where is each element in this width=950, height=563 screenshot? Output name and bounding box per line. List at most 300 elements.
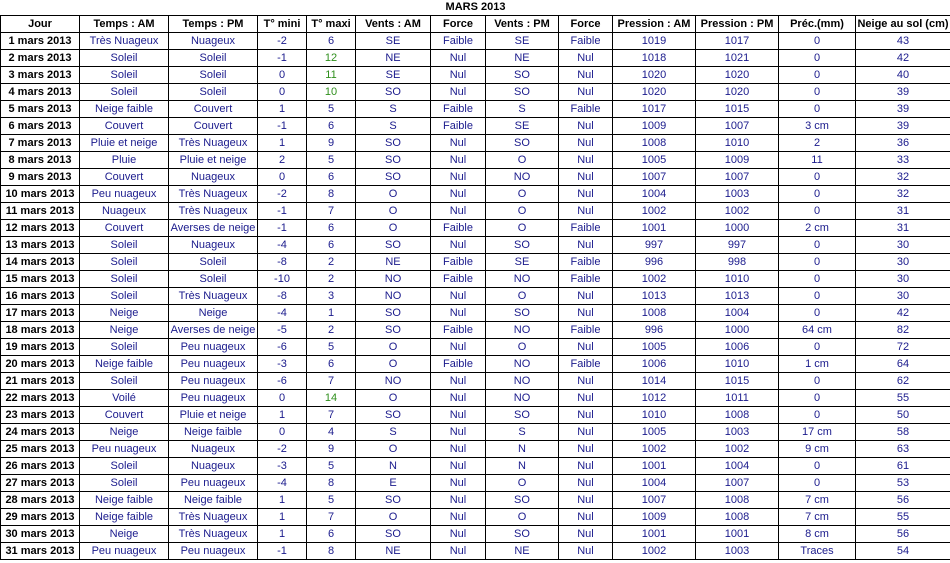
cell-tmax: 6 [307, 118, 356, 135]
cell-temps-pm: Très Nuageux [169, 135, 258, 152]
cell-tmax: 5 [307, 101, 356, 118]
cell-vent-pm: O [486, 186, 559, 203]
cell-p-pm: 1008 [696, 509, 779, 526]
cell-vent-pm: NO [486, 356, 559, 373]
cell-temps-am: Neige [80, 322, 169, 339]
cell-p-pm: 1007 [696, 169, 779, 186]
cell-neige: 39 [856, 101, 950, 118]
cell-p-am: 1002 [613, 271, 696, 288]
cell-jour: 25 mars 2013 [1, 441, 80, 458]
cell-temps-pm: Peu nuageux [169, 356, 258, 373]
cell-temps-pm: Nuageux [169, 237, 258, 254]
cell-temps-am: Nuageux [80, 203, 169, 220]
cell-jour: 24 mars 2013 [1, 424, 80, 441]
cell-tmax: 6 [307, 356, 356, 373]
cell-force-pm: Nul [559, 407, 613, 424]
cell-force-am: Faible [431, 322, 486, 339]
table-row [1, 169, 950, 186]
table-row [1, 509, 950, 526]
cell-temps-am: Soleil [80, 475, 169, 492]
cell-p-pm: 1020 [696, 67, 779, 84]
cell-p-pm: 1010 [696, 271, 779, 288]
cell-vent-am: NO [356, 373, 431, 390]
table-row [1, 322, 950, 339]
cell-p-pm: 1013 [696, 288, 779, 305]
table-row [1, 305, 950, 322]
cell-tmin: -3 [258, 458, 307, 475]
cell-temps-pm: Averses de neige [169, 322, 258, 339]
cell-tmax: 12 [307, 50, 356, 67]
cell-tmin: -2 [258, 441, 307, 458]
cell-temps-am: Neige faible [80, 509, 169, 526]
cell-force-pm: Nul [559, 509, 613, 526]
cell-force-am: Nul [431, 67, 486, 84]
cell-force-am: Nul [431, 390, 486, 407]
cell-vent-am: S [356, 101, 431, 118]
cell-tmax: 6 [307, 33, 356, 50]
cell-temps-pm: Soleil [169, 67, 258, 84]
cell-tmax: 5 [307, 492, 356, 509]
cell-temps-am: Voilé [80, 390, 169, 407]
col-jour-header: Jour [1, 16, 80, 33]
cell-force-pm: Nul [559, 135, 613, 152]
cell-vent-am: NE [356, 254, 431, 271]
cell-vent-pm: SE [486, 33, 559, 50]
cell-prec: 0 [779, 390, 856, 407]
cell-temps-pm: Couvert [169, 101, 258, 118]
cell-temps-pm: Nuageux [169, 33, 258, 50]
cell-tmax: 14 [307, 390, 356, 407]
cell-jour: 10 mars 2013 [1, 186, 80, 203]
cell-tmax: 2 [307, 254, 356, 271]
cell-tmax: 8 [307, 475, 356, 492]
cell-vent-am: O [356, 220, 431, 237]
cell-neige: 58 [856, 424, 950, 441]
col-neige-header: Neige au sol (cm) [856, 16, 950, 33]
cell-force-am: Faible [431, 356, 486, 373]
table-row [1, 67, 950, 84]
cell-p-am: 1008 [613, 305, 696, 322]
cell-force-pm: Nul [559, 84, 613, 101]
cell-vent-pm: SO [486, 84, 559, 101]
cell-p-am: 1010 [613, 407, 696, 424]
cell-prec: 0 [779, 271, 856, 288]
cell-prec: 0 [779, 237, 856, 254]
cell-tmax: 2 [307, 322, 356, 339]
cell-force-am: Faible [431, 271, 486, 288]
cell-jour: 30 mars 2013 [1, 526, 80, 543]
table-row [1, 492, 950, 509]
cell-force-pm: Faible [559, 220, 613, 237]
cell-tmin: -2 [258, 186, 307, 203]
cell-vent-pm: SO [486, 237, 559, 254]
cell-vent-pm: NO [486, 390, 559, 407]
cell-tmin: 1 [258, 509, 307, 526]
cell-p-pm: 1020 [696, 84, 779, 101]
table-row [1, 356, 950, 373]
cell-tmax: 11 [307, 67, 356, 84]
cell-vent-pm: NO [486, 373, 559, 390]
cell-force-pm: Nul [559, 458, 613, 475]
cell-force-am: Nul [431, 288, 486, 305]
cell-p-pm: 1003 [696, 543, 779, 560]
cell-prec: 3 cm [779, 118, 856, 135]
cell-tmax: 7 [307, 373, 356, 390]
cell-vent-am: NO [356, 288, 431, 305]
cell-force-pm: Nul [559, 475, 613, 492]
col-pression-am-header: Pression : AM [613, 16, 696, 33]
cell-temps-am: Neige [80, 424, 169, 441]
cell-neige: 39 [856, 118, 950, 135]
cell-vent-pm: NO [486, 271, 559, 288]
cell-tmin: -4 [258, 475, 307, 492]
cell-prec: 11 [779, 152, 856, 169]
cell-tmin: -8 [258, 254, 307, 271]
cell-prec: 1 cm [779, 356, 856, 373]
cell-force-pm: Nul [559, 118, 613, 135]
table-row [1, 203, 950, 220]
cell-temps-am: Couvert [80, 118, 169, 135]
cell-force-am: Nul [431, 237, 486, 254]
cell-temps-am: Peu nuageux [80, 441, 169, 458]
cell-force-pm: Nul [559, 339, 613, 356]
cell-vent-pm: SO [486, 305, 559, 322]
cell-jour: 22 mars 2013 [1, 390, 80, 407]
cell-tmin: -8 [258, 288, 307, 305]
cell-force-am: Nul [431, 475, 486, 492]
cell-prec: 0 [779, 169, 856, 186]
cell-p-pm: 1015 [696, 373, 779, 390]
cell-temps-pm: Nuageux [169, 458, 258, 475]
cell-p-am: 1002 [613, 441, 696, 458]
cell-vent-pm: NO [486, 322, 559, 339]
cell-jour: 20 mars 2013 [1, 356, 80, 373]
cell-force-am: Nul [431, 339, 486, 356]
table-row [1, 135, 950, 152]
cell-tmax: 7 [307, 509, 356, 526]
cell-tmin: -3 [258, 356, 307, 373]
cell-vent-pm: SO [486, 407, 559, 424]
cell-prec: 0 [779, 50, 856, 67]
table-row [1, 84, 950, 101]
cell-p-pm: 1003 [696, 424, 779, 441]
col-vent-pm-header: Vents : PM [486, 16, 559, 33]
cell-p-am: 1008 [613, 135, 696, 152]
col-force-am-header: Force [431, 16, 486, 33]
cell-vent-am: O [356, 203, 431, 220]
cell-neige: 30 [856, 288, 950, 305]
cell-temps-am: Soleil [80, 458, 169, 475]
cell-force-pm: Nul [559, 526, 613, 543]
cell-temps-am: Soleil [80, 67, 169, 84]
cell-vent-am: O [356, 186, 431, 203]
cell-prec: 0 [779, 67, 856, 84]
cell-temps-am: Peu nuageux [80, 543, 169, 560]
cell-force-pm: Nul [559, 203, 613, 220]
cell-vent-am: SO [356, 322, 431, 339]
cell-temps-am: Neige faible [80, 356, 169, 373]
cell-tmin: -6 [258, 339, 307, 356]
cell-jour: 6 mars 2013 [1, 118, 80, 135]
cell-vent-pm: SO [486, 492, 559, 509]
cell-tmin: 1 [258, 101, 307, 118]
cell-force-am: Nul [431, 203, 486, 220]
cell-jour: 7 mars 2013 [1, 135, 80, 152]
cell-p-pm: 1017 [696, 33, 779, 50]
cell-tmax: 8 [307, 186, 356, 203]
cell-neige: 56 [856, 492, 950, 509]
cell-jour: 16 mars 2013 [1, 288, 80, 305]
cell-force-am: Faible [431, 254, 486, 271]
table-row [1, 186, 950, 203]
cell-force-am: Nul [431, 526, 486, 543]
cell-jour: 21 mars 2013 [1, 373, 80, 390]
cell-jour: 12 mars 2013 [1, 220, 80, 237]
cell-prec: 2 [779, 135, 856, 152]
cell-vent-pm: O [486, 288, 559, 305]
cell-p-pm: 1000 [696, 220, 779, 237]
table-row [1, 424, 950, 441]
cell-vent-am: S [356, 118, 431, 135]
cell-vent-am: O [356, 441, 431, 458]
cell-temps-am: Peu nuageux [80, 186, 169, 203]
cell-p-am: 1001 [613, 458, 696, 475]
cell-force-am: Faible [431, 101, 486, 118]
cell-p-am: 1020 [613, 84, 696, 101]
cell-vent-pm: NE [486, 543, 559, 560]
cell-temps-pm: Neige faible [169, 492, 258, 509]
cell-tmin: -2 [258, 33, 307, 50]
cell-jour: 11 mars 2013 [1, 203, 80, 220]
cell-vent-pm: O [486, 475, 559, 492]
cell-p-pm: 1000 [696, 322, 779, 339]
cell-temps-am: Neige faible [80, 101, 169, 118]
cell-tmin: 0 [258, 67, 307, 84]
cell-force-am: Nul [431, 50, 486, 67]
cell-neige: 56 [856, 526, 950, 543]
table-row [1, 543, 950, 560]
cell-jour: 19 mars 2013 [1, 339, 80, 356]
cell-vent-am: NE [356, 543, 431, 560]
cell-p-am: 996 [613, 322, 696, 339]
cell-tmin: -4 [258, 305, 307, 322]
cell-p-pm: 1007 [696, 118, 779, 135]
cell-temps-am: Pluie et neige [80, 135, 169, 152]
cell-temps-pm: Couvert [169, 118, 258, 135]
cell-vent-am: NE [356, 50, 431, 67]
cell-jour: 29 mars 2013 [1, 509, 80, 526]
cell-force-pm: Faible [559, 101, 613, 118]
cell-force-am: Faible [431, 220, 486, 237]
cell-neige: 36 [856, 135, 950, 152]
cell-vent-pm: N [486, 441, 559, 458]
col-force-pm-header: Force [559, 16, 613, 33]
cell-force-pm: Nul [559, 237, 613, 254]
cell-tmax: 5 [307, 458, 356, 475]
cell-p-pm: 1008 [696, 407, 779, 424]
cell-tmin: -1 [258, 543, 307, 560]
cell-p-pm: 1011 [696, 390, 779, 407]
cell-temps-am: Soleil [80, 373, 169, 390]
cell-force-am: Nul [431, 424, 486, 441]
cell-vent-pm: O [486, 339, 559, 356]
cell-vent-am: SE [356, 67, 431, 84]
cell-prec: 7 cm [779, 492, 856, 509]
cell-prec: 0 [779, 101, 856, 118]
cell-jour: 9 mars 2013 [1, 169, 80, 186]
cell-p-pm: 1002 [696, 441, 779, 458]
cell-temps-pm: Peu nuageux [169, 543, 258, 560]
cell-tmin: 2 [258, 152, 307, 169]
cell-tmin: -4 [258, 237, 307, 254]
cell-jour: 2 mars 2013 [1, 50, 80, 67]
cell-force-pm: Nul [559, 305, 613, 322]
cell-tmin: -1 [258, 203, 307, 220]
cell-vent-am: SO [356, 305, 431, 322]
col-vent-am-header: Vents : AM [356, 16, 431, 33]
cell-neige: 32 [856, 169, 950, 186]
cell-tmax: 3 [307, 288, 356, 305]
table-row [1, 475, 950, 492]
cell-p-am: 1014 [613, 373, 696, 390]
cell-vent-am: SE [356, 33, 431, 50]
cell-tmax: 10 [307, 84, 356, 101]
cell-temps-pm: Très Nuageux [169, 526, 258, 543]
cell-p-am: 1002 [613, 203, 696, 220]
cell-vent-pm: SE [486, 118, 559, 135]
cell-temps-pm: Peu nuageux [169, 373, 258, 390]
cell-temps-pm: Peu nuageux [169, 390, 258, 407]
cell-vent-am: O [356, 339, 431, 356]
cell-tmax: 5 [307, 339, 356, 356]
cell-neige: 30 [856, 254, 950, 271]
cell-p-am: 1005 [613, 424, 696, 441]
cell-force-pm: Nul [559, 424, 613, 441]
page-title: MARS 2013 [1, 0, 950, 16]
cell-force-pm: Nul [559, 50, 613, 67]
cell-temps-am: Soleil [80, 84, 169, 101]
cell-temps-pm: Neige faible [169, 424, 258, 441]
cell-neige: 39 [856, 84, 950, 101]
cell-force-am: Nul [431, 152, 486, 169]
cell-neige: 62 [856, 373, 950, 390]
table-row [1, 407, 950, 424]
cell-p-pm: 1007 [696, 475, 779, 492]
cell-temps-pm: Soleil [169, 84, 258, 101]
cell-prec: 7 cm [779, 509, 856, 526]
table-row [1, 101, 950, 118]
cell-vent-pm: SO [486, 67, 559, 84]
cell-temps-am: Couvert [80, 220, 169, 237]
cell-jour: 23 mars 2013 [1, 407, 80, 424]
col-tmin-header: T° mini [258, 16, 307, 33]
cell-tmin: -1 [258, 220, 307, 237]
cell-temps-am: Neige [80, 305, 169, 322]
cell-prec: 0 [779, 305, 856, 322]
cell-vent-am: E [356, 475, 431, 492]
cell-neige: 42 [856, 50, 950, 67]
cell-p-am: 1007 [613, 492, 696, 509]
cell-neige: 43 [856, 33, 950, 50]
cell-vent-am: SO [356, 237, 431, 254]
cell-tmax: 9 [307, 135, 356, 152]
cell-force-am: Nul [431, 169, 486, 186]
cell-tmin: -6 [258, 373, 307, 390]
cell-jour: 26 mars 2013 [1, 458, 80, 475]
cell-prec: 0 [779, 339, 856, 356]
cell-prec: 17 cm [779, 424, 856, 441]
cell-p-pm: 1009 [696, 152, 779, 169]
cell-temps-am: Soleil [80, 254, 169, 271]
cell-vent-pm: SO [486, 526, 559, 543]
cell-p-pm: 997 [696, 237, 779, 254]
cell-jour: 17 mars 2013 [1, 305, 80, 322]
cell-force-am: Nul [431, 305, 486, 322]
cell-tmin: 0 [258, 390, 307, 407]
cell-temps-pm: Peu nuageux [169, 339, 258, 356]
cell-tmax: 7 [307, 407, 356, 424]
cell-p-am: 1020 [613, 67, 696, 84]
cell-tmin: -10 [258, 271, 307, 288]
table-row [1, 50, 950, 67]
cell-force-am: Faible [431, 33, 486, 50]
cell-vent-pm: O [486, 152, 559, 169]
cell-force-pm: Nul [559, 152, 613, 169]
cell-p-pm: 1004 [696, 458, 779, 475]
cell-prec: 64 cm [779, 322, 856, 339]
cell-temps-am: Neige faible [80, 492, 169, 509]
cell-jour: 8 mars 2013 [1, 152, 80, 169]
cell-temps-am: Couvert [80, 169, 169, 186]
cell-tmax: 7 [307, 203, 356, 220]
cell-p-am: 1002 [613, 543, 696, 560]
cell-force-pm: Nul [559, 373, 613, 390]
cell-tmax: 9 [307, 441, 356, 458]
cell-p-pm: 1010 [696, 135, 779, 152]
cell-vent-am: O [356, 509, 431, 526]
cell-p-am: 1005 [613, 339, 696, 356]
cell-p-am: 1019 [613, 33, 696, 50]
cell-p-am: 1001 [613, 220, 696, 237]
table-row [1, 373, 950, 390]
cell-neige: 82 [856, 322, 950, 339]
cell-tmin: 0 [258, 84, 307, 101]
cell-tmin: 1 [258, 135, 307, 152]
cell-jour: 15 mars 2013 [1, 271, 80, 288]
cell-prec: Traces [779, 543, 856, 560]
cell-tmax: 5 [307, 152, 356, 169]
cell-temps-am: Couvert [80, 407, 169, 424]
cell-neige: 40 [856, 67, 950, 84]
cell-tmin: -1 [258, 118, 307, 135]
cell-temps-am: Soleil [80, 50, 169, 67]
table-row [1, 458, 950, 475]
cell-temps-pm: Soleil [169, 254, 258, 271]
cell-p-am: 1001 [613, 526, 696, 543]
col-pression-pm-header: Pression : PM [696, 16, 779, 33]
cell-force-pm: Nul [559, 186, 613, 203]
cell-neige: 54 [856, 543, 950, 560]
cell-vent-pm: NE [486, 50, 559, 67]
cell-prec: 0 [779, 475, 856, 492]
cell-p-am: 996 [613, 254, 696, 271]
cell-neige: 55 [856, 390, 950, 407]
cell-force-pm: Faible [559, 254, 613, 271]
cell-jour: 31 mars 2013 [1, 543, 80, 560]
cell-prec: 0 [779, 33, 856, 50]
cell-p-pm: 1010 [696, 356, 779, 373]
col-tmax-header: T° maxi [307, 16, 356, 33]
